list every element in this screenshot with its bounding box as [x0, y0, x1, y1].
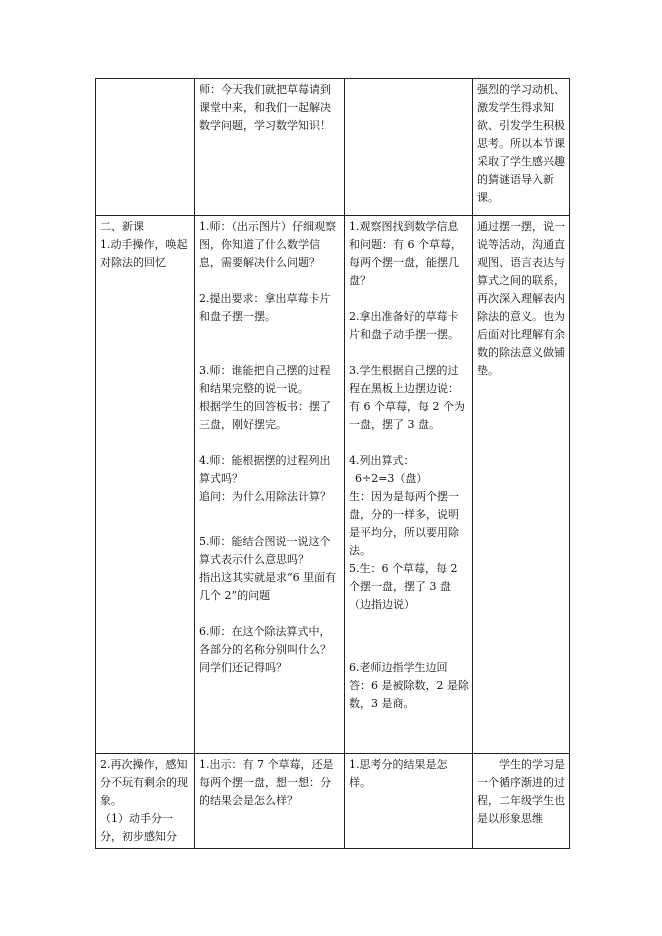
- design-intent-cell: [473, 216, 570, 754]
- teacher-step-2: 2.提出要求：拿出草莓卡片和盘子摆一摆。: [199, 292, 331, 323]
- design-intent-text: 强烈的学习动机、激发学生得求知欲、引发学生积极思考。所以本节课采取了学生感兴趣的猜谜语导入新课。: [477, 83, 565, 204]
- student-activity-cell: [345, 79, 473, 216]
- teacher-step-5-note: 指出这其实就是求“6 里面有几个 2”的问题: [199, 571, 337, 602]
- student-equation: 6÷2=3（盘）: [355, 472, 428, 485]
- teacher-step-6: 6.师：在这个除法算式中，各部分的名称分别叫什么？同学们还记得吗？: [199, 625, 331, 674]
- student-step-1: 1.观察图找到数学信息和问题：有 6 个草莓，每两个摆一盘，能摆几盘？: [349, 220, 462, 287]
- stage-title: 2.再次操作，感知分不玩有剩余的现象。: [100, 758, 188, 807]
- teacher-activity-cell: [195, 216, 345, 754]
- student-step-6: 6.老师边指学生边回答：6 是被除数，2 是除数，3 是商。: [349, 661, 469, 710]
- teacher-activity-cell: [195, 79, 345, 216]
- teacher-activity-cell: [195, 754, 345, 849]
- stage-cell: [96, 216, 195, 754]
- student-step-1: 1.思考分的结果是怎样。: [349, 758, 448, 789]
- student-step-5: 5.生：6 个草莓，每 2 个摆一盘，摆了 3 盘（边指边说）: [349, 562, 458, 611]
- lesson-plan-table-container: [95, 78, 569, 849]
- stage-title: 二、新课: [100, 220, 144, 233]
- stage-subtitle: （1）动手分一分，初步感知分: [100, 812, 177, 843]
- teacher-step-1: 1.师：（出示图片）仔细观察图，你知道了什么数学信息，需要解决什么问题？: [199, 220, 336, 269]
- teacher-step-4: 4.师：能根据摆的过程列出算式吗？: [199, 454, 331, 485]
- lesson-plan-table: [95, 78, 570, 849]
- design-intent-cell: [473, 79, 570, 216]
- student-step-2: 2.拿出准备好的草莓卡片和盘子动手摆一摆。: [349, 310, 459, 341]
- design-intent-text: 学生的学习是一个循序渐进的过程，二年级学生也是以形象思维: [477, 758, 565, 825]
- teacher-step-4-note: 追问：为什么用除法计算？: [199, 490, 331, 503]
- student-step-3: 3.学生根据自己摆的过程在黑板上边摆边说：有 6 个草莓，每 2 个为一盘，摆了 3 盘。: [349, 364, 465, 431]
- stage-subtitle: 1.动手操作，唤起对除法的回忆: [100, 238, 188, 269]
- teacher-step-1: 1.出示：有 7 个草莓，还是每两个摆一盘，想一想：分的结果会是怎么样？: [199, 758, 334, 807]
- stage-cell: [96, 754, 195, 849]
- student-activity-cell: [345, 216, 473, 754]
- table-row: [96, 754, 570, 849]
- student-step-4-reason: 生：因为是每两个摆一盘，分的一样多，说明是平均分，所以要用除法。: [349, 490, 459, 557]
- design-intent-text: 通过摆一摆，说一说等活动，沟通直观图、语言表达与算式之间的联系，再次深入理解表内除法的意义。也为后面对比理解有余数的除法意义做铺垫。: [477, 220, 565, 377]
- teacher-step-5: 5.师：能结合图说一说这个算式表示什么意思吗？: [199, 535, 331, 566]
- table-row: [96, 79, 570, 216]
- design-intent-cell: [473, 754, 570, 849]
- stage-cell: [96, 79, 195, 216]
- teacher-step-3-note: 根据学生的回答板书：摆了三盘，刚好摆完。: [199, 400, 331, 431]
- student-activity-cell: [345, 754, 473, 849]
- table-row: [96, 216, 570, 754]
- teacher-text: 师：今天我们就把草莓请到课堂中来，和我们一起解决数学问题，学习数学知识！: [199, 83, 331, 132]
- student-step-4: 4.列出算式：: [349, 454, 415, 467]
- teacher-step-3: 3.师：谁能把自己摆的过程和结果完整的说一说。: [199, 364, 331, 395]
